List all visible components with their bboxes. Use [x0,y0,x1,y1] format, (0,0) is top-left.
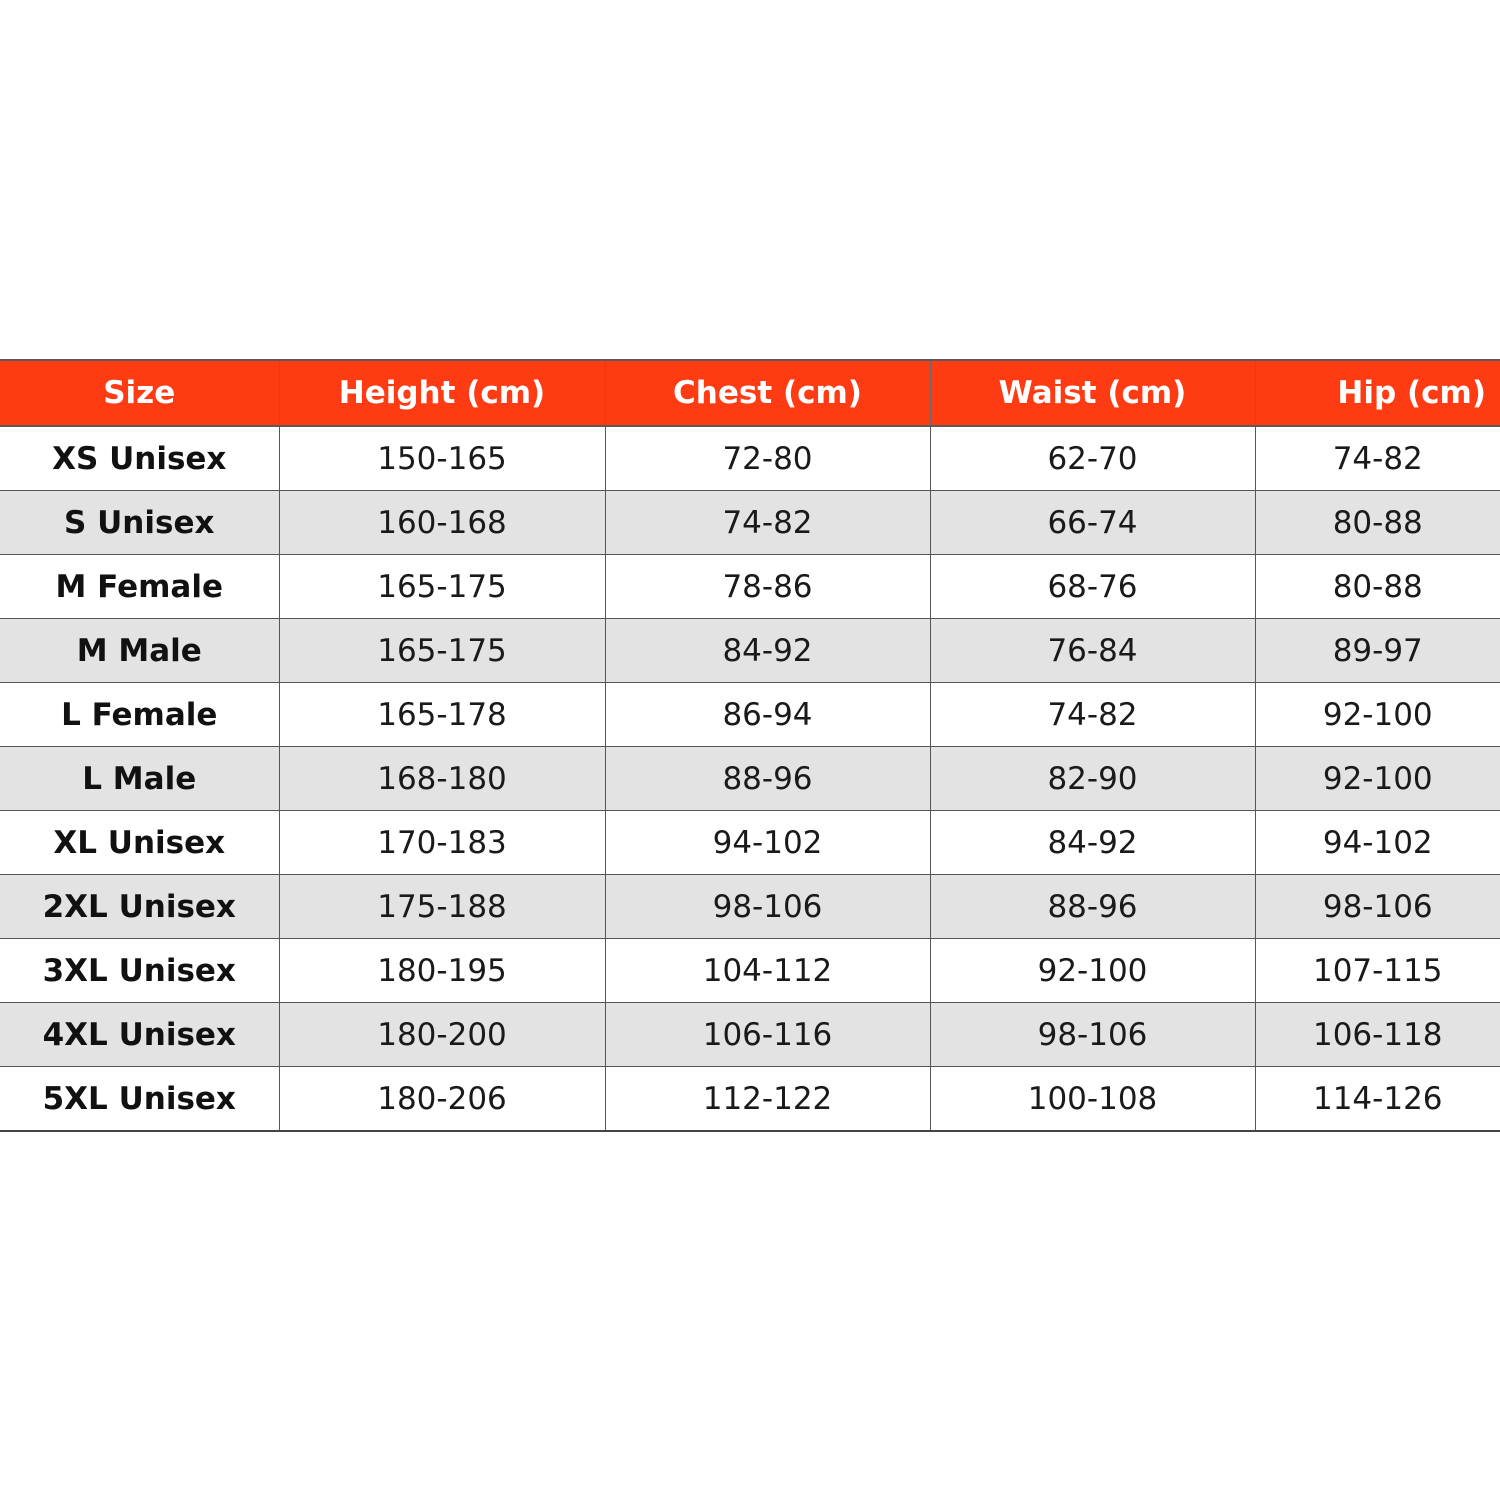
height-cell: 165-175 [279,619,605,683]
hip-cell: 98-106 [1255,875,1500,939]
hip-cell: 80-88 [1255,555,1500,619]
height-cell: 150-165 [279,426,605,491]
chest-cell: 84-92 [605,619,930,683]
size-cell: M Female [0,555,279,619]
size-cell: L Male [0,747,279,811]
size-cell: 4XL Unisex [0,1003,279,1067]
table-row [0,1067,1500,1132]
waist-cell: 84-92 [930,811,1255,875]
table-row [0,683,1500,747]
chest-cell: 94-102 [605,811,930,875]
chest-cell: 88-96 [605,747,930,811]
size-cell: 3XL Unisex [0,939,279,1003]
chest-cell: 98-106 [605,875,930,939]
table-row [0,811,1500,875]
header-row [0,360,1500,426]
size-cell: M Male [0,619,279,683]
size-cell: L Female [0,683,279,747]
hip-cell: 80-88 [1255,491,1500,555]
hip-cell: 106-118 [1255,1003,1500,1067]
chest-cell: 112-122 [605,1067,930,1132]
waist-cell: 62-70 [930,426,1255,491]
table-row [0,491,1500,555]
hip-cell: 107-115 [1255,939,1500,1003]
waist-cell: 68-76 [930,555,1255,619]
hip-cell: 94-102 [1255,811,1500,875]
size-cell: 2XL Unisex [0,875,279,939]
hip-cell: 114-126 [1255,1067,1500,1132]
header-height: Height (cm) [279,360,605,426]
table-row [0,875,1500,939]
size-cell: XL Unisex [0,811,279,875]
table-header [0,360,1500,426]
header-waist: Waist (cm) [930,360,1255,426]
chest-cell: 72-80 [605,426,930,491]
waist-cell: 76-84 [930,619,1255,683]
height-cell: 160-168 [279,491,605,555]
height-cell: 180-195 [279,939,605,1003]
chest-cell: 106-116 [605,1003,930,1067]
height-cell: 165-178 [279,683,605,747]
header-size: Size [0,360,279,426]
hip-cell: 92-100 [1255,683,1500,747]
waist-cell: 98-106 [930,1003,1255,1067]
size-cell: S Unisex [0,491,279,555]
waist-cell: 100-108 [930,1067,1255,1132]
table-row [0,426,1500,491]
height-cell: 180-206 [279,1067,605,1132]
header-chest: Chest (cm) [605,360,930,426]
height-cell: 180-200 [279,1003,605,1067]
height-cell: 175-188 [279,875,605,939]
chest-cell: 74-82 [605,491,930,555]
table-row [0,747,1500,811]
height-cell: 168-180 [279,747,605,811]
table-row [0,1003,1500,1067]
hip-cell: 92-100 [1255,747,1500,811]
waist-cell: 88-96 [930,875,1255,939]
size-cell: 5XL Unisex [0,1067,279,1132]
waist-cell: 74-82 [930,683,1255,747]
size-chart-table [0,359,1500,1132]
chest-cell: 78-86 [605,555,930,619]
waist-cell: 82-90 [930,747,1255,811]
hip-cell: 89-97 [1255,619,1500,683]
height-cell: 165-175 [279,555,605,619]
table-row [0,939,1500,1003]
hip-cell: 74-82 [1255,426,1500,491]
waist-cell: 66-74 [930,491,1255,555]
header-hip: Hip (cm) [1255,360,1500,426]
size-cell: XS Unisex [0,426,279,491]
chest-cell: 104-112 [605,939,930,1003]
height-cell: 170-183 [279,811,605,875]
table-body [0,426,1500,1131]
table-row [0,619,1500,683]
waist-cell: 92-100 [930,939,1255,1003]
table-row [0,555,1500,619]
chest-cell: 86-94 [605,683,930,747]
